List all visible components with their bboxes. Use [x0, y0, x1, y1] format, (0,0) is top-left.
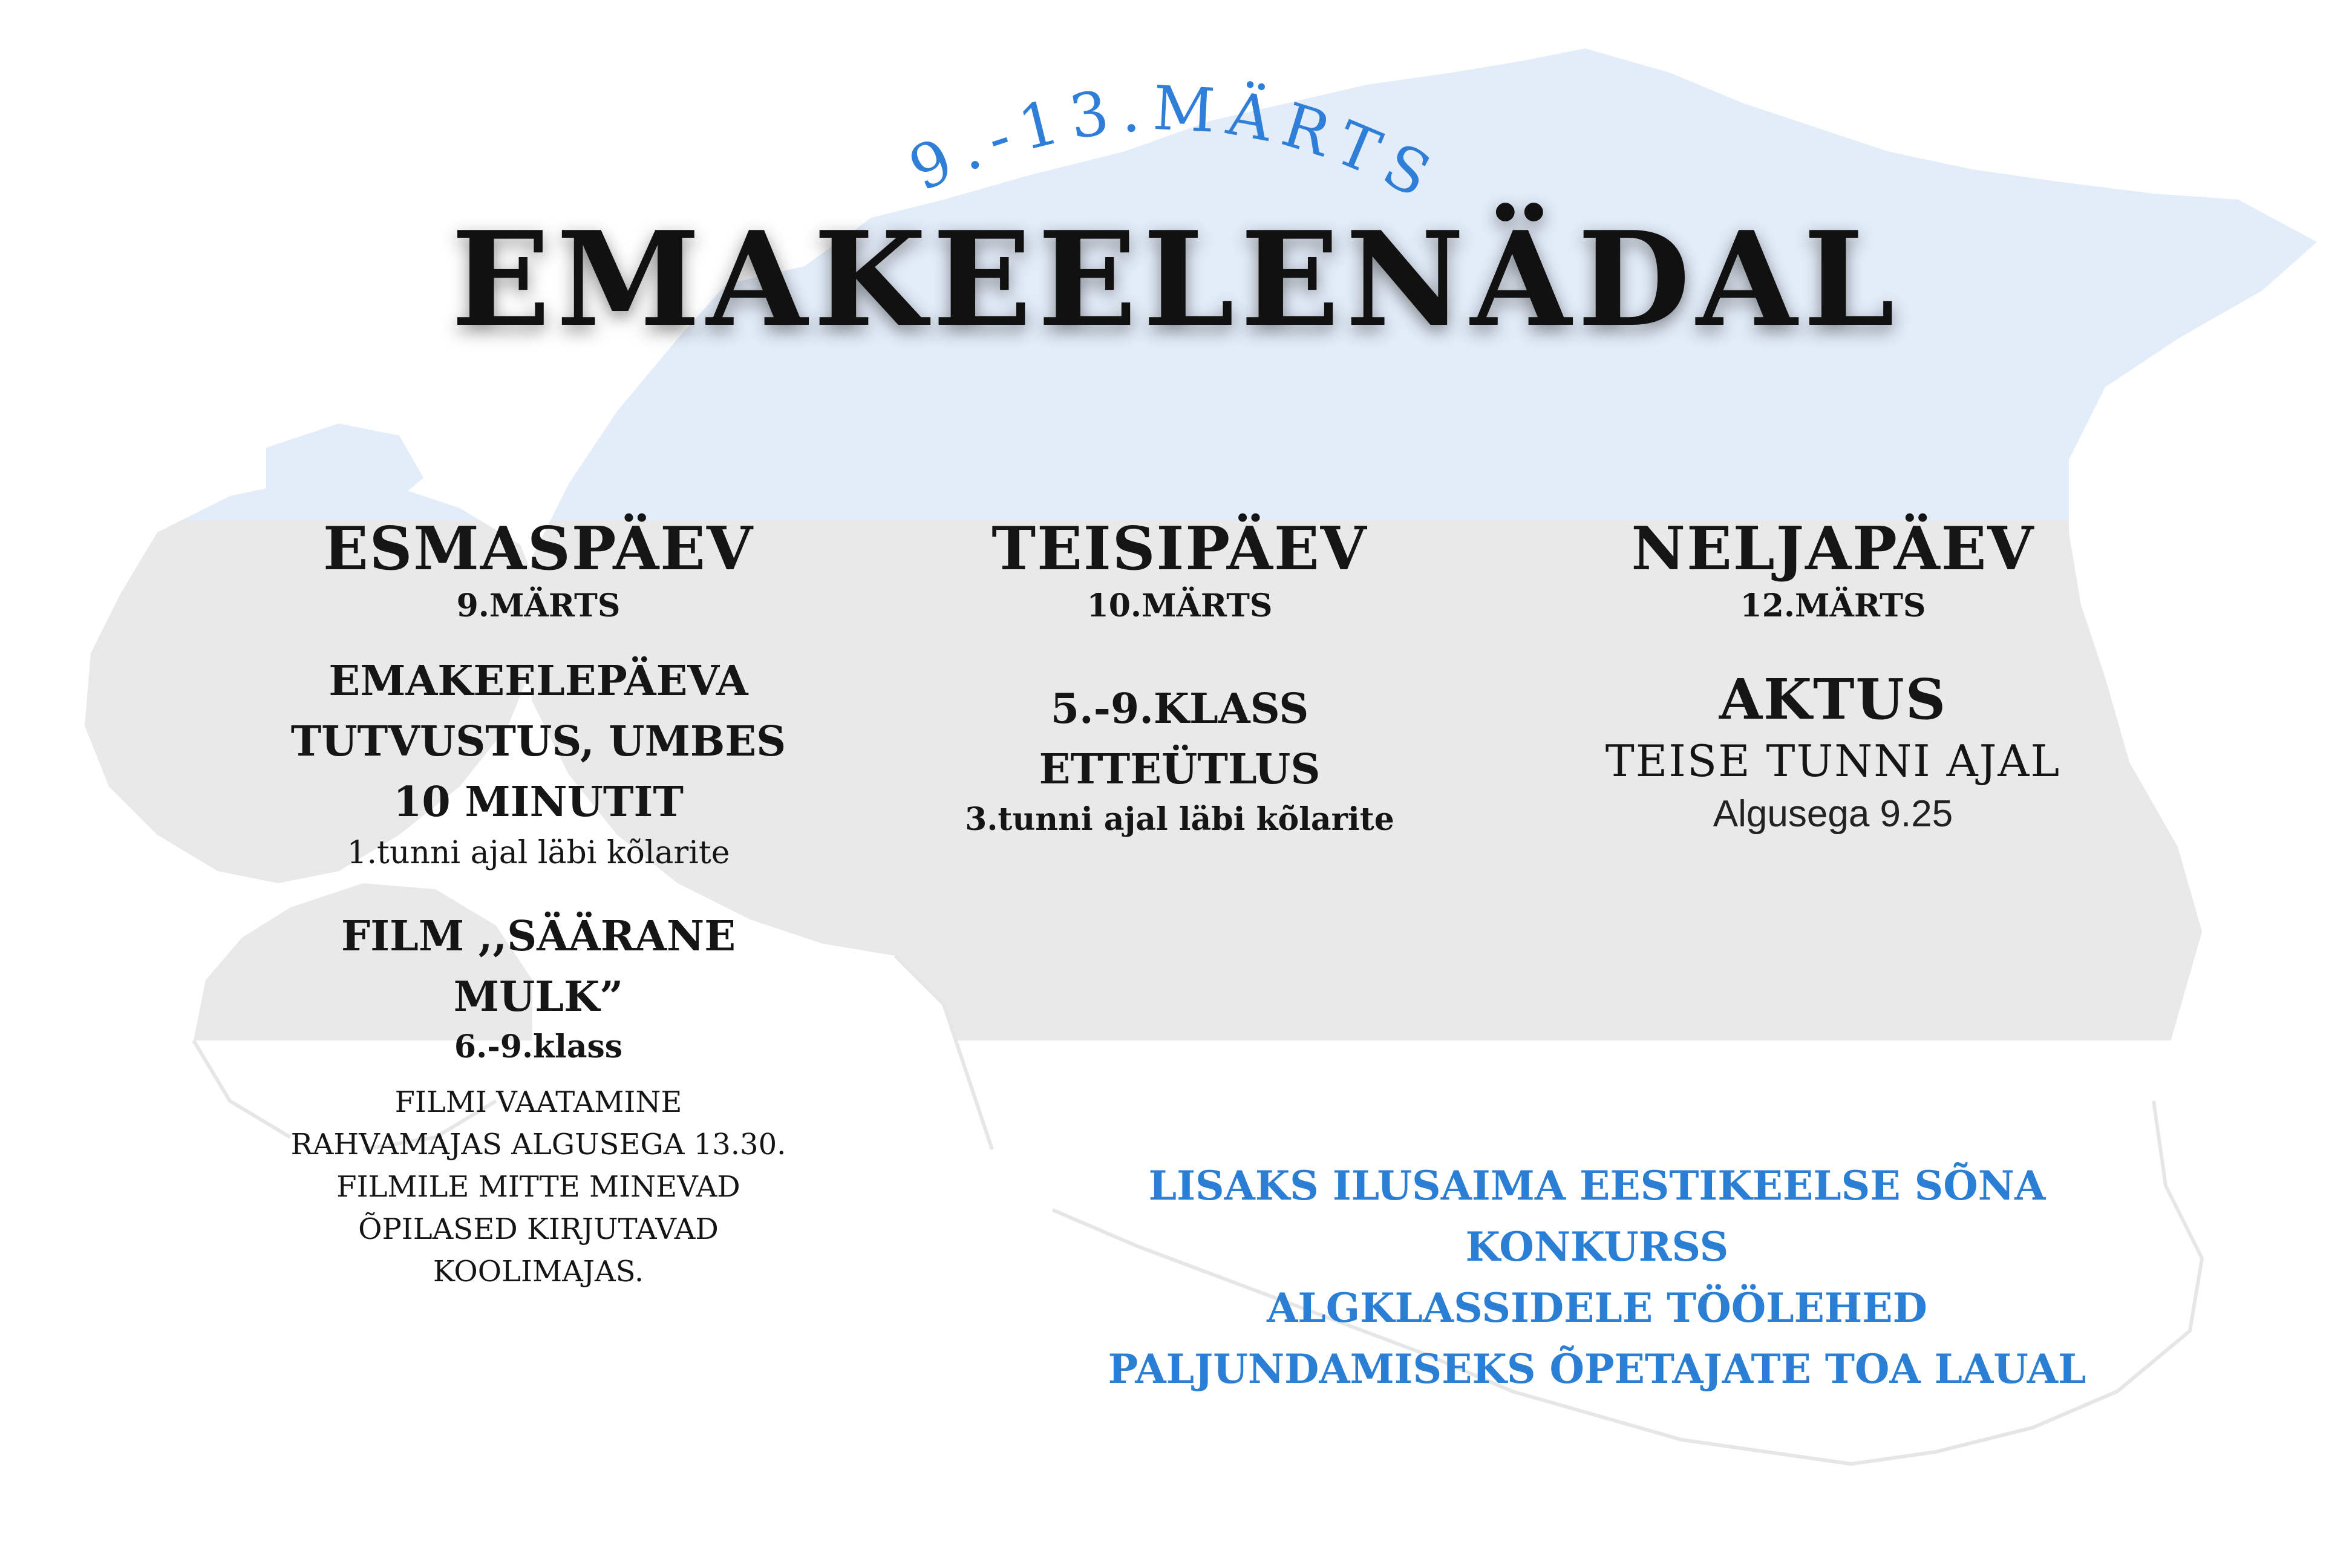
event-note: 3.tunni ajal läbi kõlarite — [965, 801, 1394, 838]
event-audience: 6.-9.klass — [454, 1028, 623, 1065]
extra-note-line: PALJUNDAMISEKS ÕPETAJATE TOA LAUAL — [1108, 1345, 2086, 1393]
day-column-monday — [236, 514, 841, 1293]
event-monday-2 — [236, 906, 841, 1293]
day-column-thursday — [1530, 514, 2135, 835]
day-name-thursday: NELJAPÄEV — [1631, 514, 2035, 584]
extra-note-line: ALGKLASSIDELE TÖÖLEHED — [1267, 1284, 1927, 1331]
event-thursday-1 — [1530, 667, 2135, 835]
event-title-line: TUTVUSTUS, UMBES — [290, 717, 786, 766]
dates-text: 9.-13.MÄRTS — [898, 72, 1451, 217]
day-name-monday: ESMASPÄEV — [322, 514, 754, 584]
dates-arc — [847, 36, 1512, 230]
extra-note-line: KONKURSS — [1465, 1223, 1729, 1270]
extra-note-line: LISAKS ILUSAIMA EESTIKEELSE SÕNA — [1148, 1162, 2046, 1209]
day-name-tuesday: TEISIPÄEV — [991, 514, 1368, 584]
event-title-line: MULK” — [453, 973, 624, 1021]
day-date-monday: 9.MÄRTS — [456, 587, 621, 624]
event-title-line: 10 MINUTIT — [393, 778, 684, 826]
event-detail-line: RAHVAMAJAS ALGUSEGA 13.30. — [290, 1128, 786, 1161]
event-detail-line: ÕPILASED KIRJUTAVAD — [358, 1212, 719, 1246]
day-date-tuesday: 10.MÄRTS — [1086, 587, 1273, 624]
page-title: EMAKEELENÄDAL — [451, 203, 1901, 356]
event-title-line: EMAKEELEPÄEVA — [328, 657, 748, 705]
event-tuesday-1 — [877, 679, 1482, 838]
day-date-thursday: 12.MÄRTS — [1740, 587, 1926, 624]
event-time-line: TEISE TUNNI AJAL — [1605, 736, 2061, 786]
event-detail-line: FILMI VAATAMINE — [394, 1085, 682, 1119]
day-column-tuesday — [877, 514, 1482, 838]
event-title: AKTUS — [1719, 667, 1947, 732]
event-title-line: 5.-9.KLASS — [1050, 685, 1309, 733]
extra-note — [968, 1155, 2226, 1400]
event-detail-line: KOOLIMAJAS. — [433, 1255, 644, 1289]
event-monday-1 — [236, 651, 841, 871]
event-title-line: ETTEÜTLUS — [1039, 745, 1321, 794]
event-title-line: FILM ,,SÄÄRANE — [341, 912, 736, 961]
event-start: Algusega 9.25 — [1713, 793, 1953, 835]
event-details — [236, 1081, 841, 1293]
event-detail-line: FILMILE MITTE MINEVAD — [336, 1170, 740, 1204]
event-note: 1.tunni ajal läbi kõlarite — [347, 835, 730, 871]
